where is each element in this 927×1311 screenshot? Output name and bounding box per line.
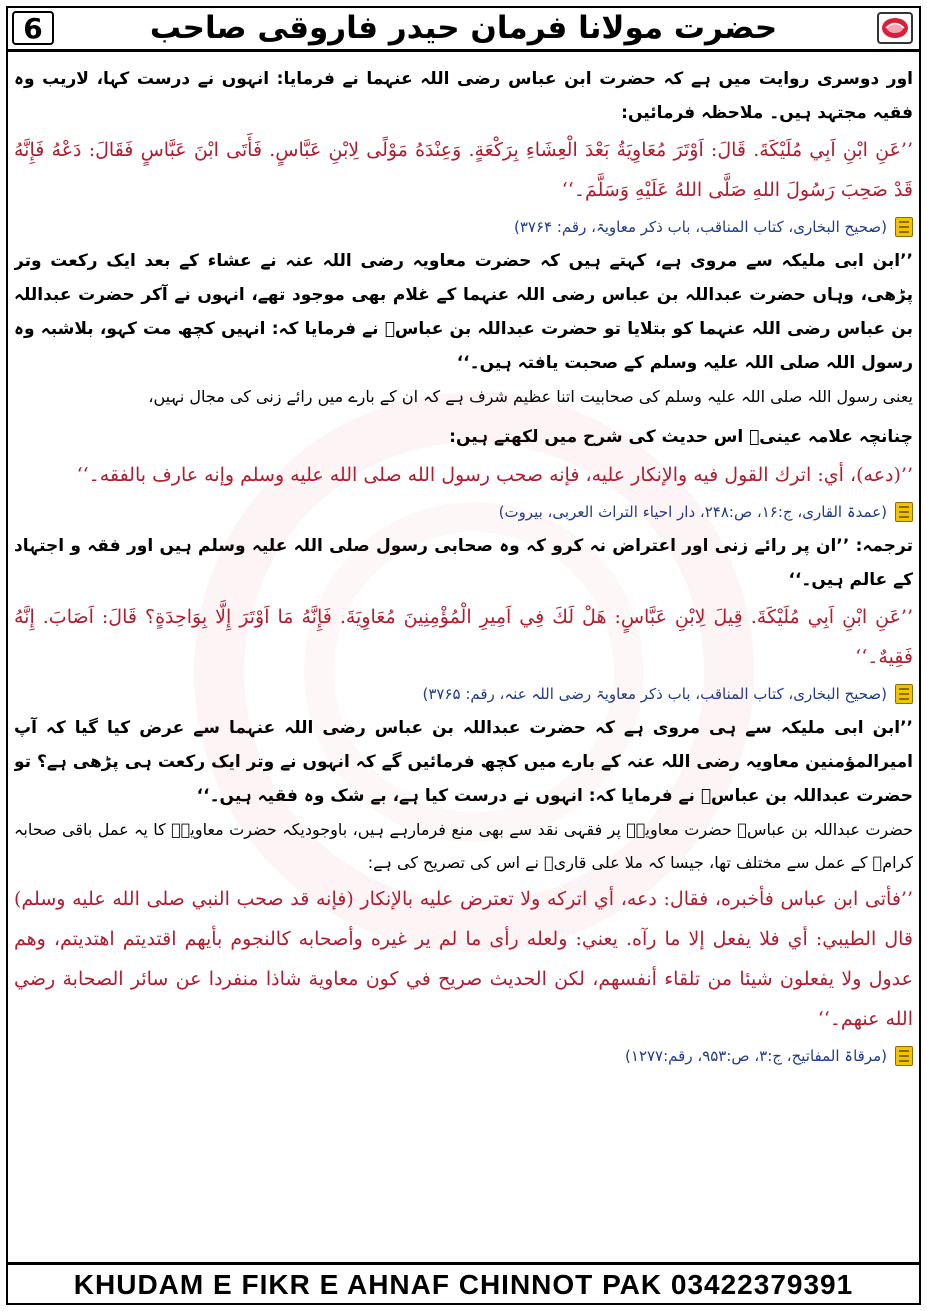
article-body [14, 62, 913, 1262]
page-footer: KHUDAM E FIKR E AHNAF CHINNOT PAK 03422379391 [6, 1262, 921, 1305]
reference-2 [14, 497, 913, 527]
reference-2-text: (عمدۃ القاری، ج:۱۶، ص:۲۴۸، دار احیاء التراث العربی، بیروت) [498, 503, 887, 521]
reference-4 [14, 1041, 913, 1071]
paragraph-allama-aini: چنانچہ علامہ عینیؒ اس حدیث کی شرح میں لکھتے ہیں: [449, 427, 913, 447]
reference-3-text: (صحیح البخاری، کتاب المناقب، باب ذکر معاویۃ رضی اللہ عنہ، رقم: ۳۷۶۵) [422, 685, 887, 703]
reference-3 [14, 679, 913, 709]
arabic-hadith-2: ’’عَنِ ابْنِ اَبِي مُلَيْكَةَ. قِيلَ لِابْنِ عَبَّاسٍ: هَلْ لَكَ فِي اَمِيرِ الْمُؤْمِنِينَ مُعَاوِيَةَ. فَإِنَّهُ مَا اَوْتَرَ إِلَّا بِوَاحِدَةٍ؟ قَالَ: اَصَابَ. إِنَّهُ فَقِيهٌ۔‘‘ [14, 606, 913, 668]
book-icon [895, 1046, 913, 1066]
arabic-mirqat: ’’فأتى ابن عباس فأخبره، فقال: دعه، أي اتركه ولا تعترض عليه بالإنكار (فإنه قد صحب النبي صلى الله عليه وسلم) قال الطيبي: أي فلا يفعل إلا ما رآه. يعني: ولعله رأى ما لم ير غيره وأصحابه كالنجوم بأيهم اقتديتم اهتديتم، وهم عدول ولا يفعلون شيئا من تلقاء أنفسهم، لكن الحديث صريح في كون معاوية شاذا منفردا عن سائر الصحابة رضي الله عنهم۔‘‘ [14, 888, 913, 1030]
reference-1-text: (صحیح البخاری، کتاب المناقب، باب ذکر معاویۃ، رقم: ۳۷۶۴) [514, 218, 887, 236]
emblem-icon-graphic [880, 15, 910, 41]
urdu-translation-2: ترجمہ: ’’ان پر رائے زنی اور اعتراض نہ کرو کہ وہ صحابی رسول صلی اللہ علیہ وسلم ہیں اور فقہ و اجتہاد کے عالم ہیں۔‘‘ [14, 536, 913, 590]
paragraph-sahabiyat: یعنی رسول اللہ صلی اللہ علیہ وسلم کی صحابیت اتنا عظیم شرف ہے کہ ان کے بارے میں رائے زنی کی مجال نہیں، [148, 387, 913, 406]
paragraph-intro: اور دوسری روایت میں ہے کہ حضرت ابن عباس رضی اللہ عنہما نے فرمایا: انہوں نے درست کہا، لاریب وہ فقیہ مجتہد ہیں۔ ملاحظہ فرمائیں: [14, 69, 913, 123]
reference-1 [14, 212, 913, 242]
book-icon [895, 684, 913, 704]
arabic-sharh-1: ’’(دعه)، أي: اترك القول فيه والإنكار عليه، فإنه صحب رسول الله صلى الله عليه وسلم وإنه عارف بالفقه۔‘‘ [76, 464, 913, 486]
page-header [6, 6, 921, 52]
page-title: حضرت مولانا فرمان حیدر فاروقی صاحب [149, 9, 778, 46]
emblem-icon [877, 12, 913, 44]
paragraph-fiqhi-naqd: حضرت عبداللہ بن عباسؓ حضرت معاویہؓ پر فقہی نقد سے بھی منع فرمارہے ہیں، باوجودیکہ حضرت معاویہؓ کا یہ عمل باقی صحابہ کرامؓ کے عمل سے مختلف تھا، جیسا کہ ملا علی قاریؒ نے اس کی تصریح کی ہے: [14, 820, 913, 872]
reference-4-text: (مرقاۃ المفاتیح، ج:۳، ص:۹۵۳، رقم:۱۲۷۷) [625, 1047, 887, 1065]
urdu-translation-3: ’’ابن ابی ملیکہ سے ہی مروی ہے کہ حضرت عبداللہ بن عباس رضی اللہ عنہما سے عرض کیا گیا کہ آپ امیرالمؤمنین معاویہ رضی اللہ عنہ کے بارے میں کچھ فرمائیں گے کہ انہوں نے وتر ایک رکعت ہی پڑھی ہے؟ تو حضرت عبداللہ بن عباسؓ نے فرمایا کہ: انہوں نے درست کیا ہے، بے شک وہ فقیہ ہیں۔‘‘ [14, 718, 913, 806]
book-icon [895, 502, 913, 522]
page-number: 6 [12, 11, 54, 45]
arabic-hadith-1: ’’عَنِ ابْنِ اَبِي مُلَيْكَةَ. قَالَ: اَوْتَرَ مُعَاوِيَةُ بَعْدَ الْعِشَاءِ بِرَكْعَةٍ. وَعِنْدَهُ مَوْلًى لِابْنِ عَبَّاسٍ. فَأَتَى ابْنَ عَبَّاسٍ فَقَالَ: دَعْهُ فَإِنَّهُ قَدْ صَحِبَ رَسُولَ اللهِ صَلَّى اللهُ عَلَيْهِ وَسَلَّمَ۔‘‘ [14, 139, 913, 201]
urdu-translation-1: ’’ابن ابی ملیکہ سے مروی ہے، کہتے ہیں کہ حضرت معاویہ رضی اللہ عنہ نے عشاء کے بعد ایک رکعت وتر پڑھی، وہاں حضرت عبداللہ بن عباس رضی اللہ عنہما کے غلام بھی موجود تھے، انہوں نے آکر حضرت عبداللہ بن عباس رضی اللہ عنہما کو بتلایا تو حضرت عبداللہ بن عباسؓ نے فرمایا کہ: انہیں کچھ مت کہو، بلاشبہ وہ رسول اللہ صلی اللہ علیہ وسلم کے صحبت یافتہ ہیں۔‘‘ [14, 251, 913, 373]
book-icon [895, 217, 913, 237]
